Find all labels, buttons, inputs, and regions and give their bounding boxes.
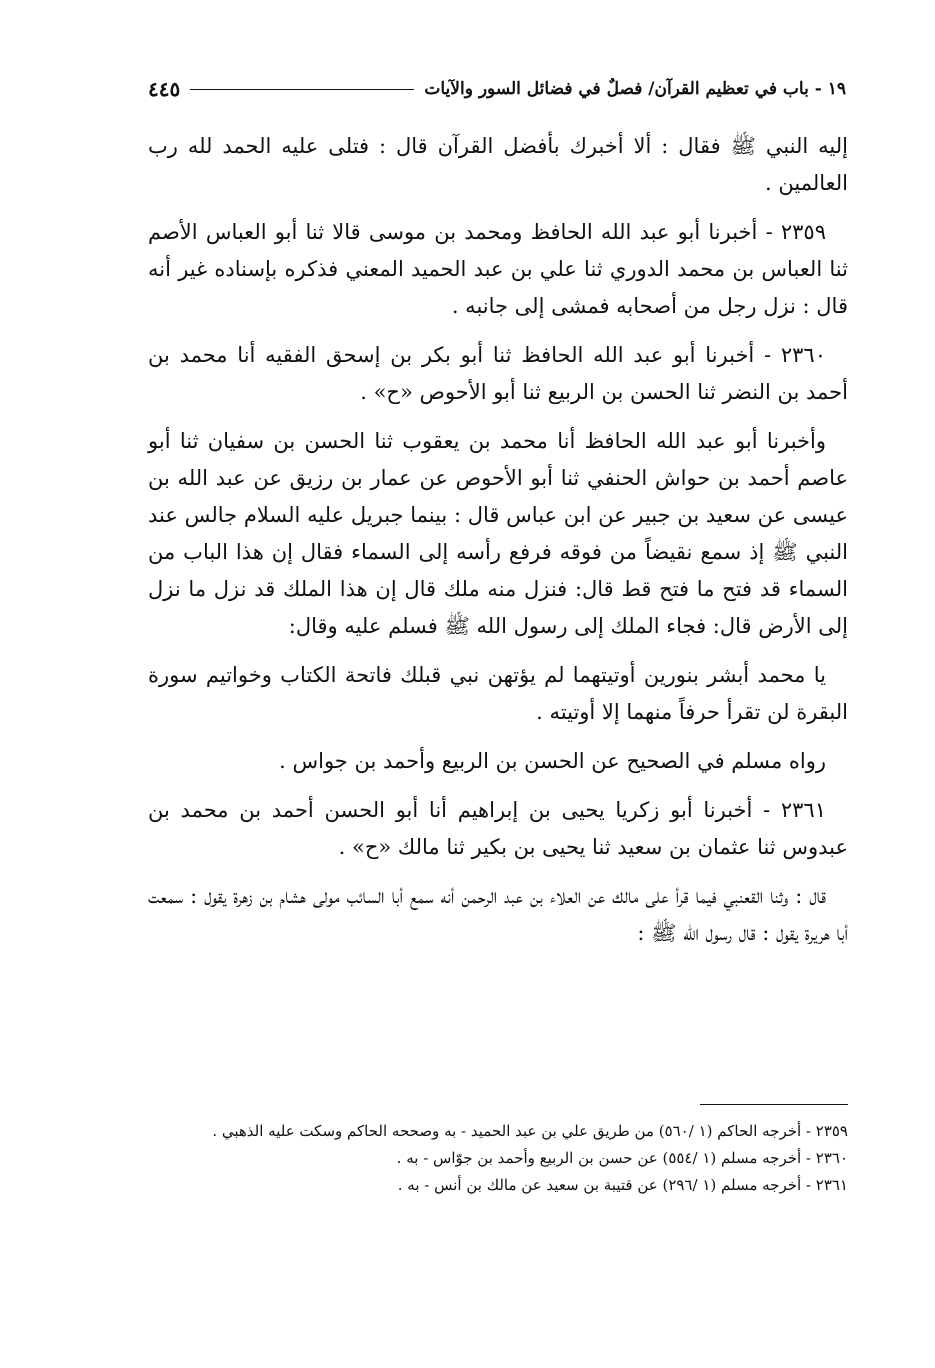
footnote-2360: ٢٣٦٠ - أخرجه مسلم (١ /٥٥٤) عن حسن بن الربيع وأحمد بن جوّاس - به .	[396, 1149, 848, 1167]
main-text	[148, 128, 848, 964]
running-title: ١٩ - باب في تعظيم القرآن/ فصلٌ في فضائل السور والآيات	[424, 79, 846, 99]
footnotes	[150, 1118, 848, 1199]
hadith-2360: ٢٣٦٠ - أخبرنا أبو عبد الله الحافظ ثنا أبو بكر بن إسحق الفقيه أنا محمد بن أحمد بن النضر ثنا الحسن بن الربيع ثنا أبو الأحوص «ح» .	[148, 343, 848, 404]
quoted-text: يا محمد أبشر بنورين أوتيتهما لم يؤتهن نبي قبلك فاتحة الكتاب وخواتيم سورة البقرة لن تقرأ حرفاً منهما إلا أوتيته .	[148, 663, 848, 724]
footnote-2361: ٢٣٦١ - أخرجه مسلم (١ /٢٩٦) عن قتيبة بن سعيد عن مالك بن أنس - به .	[397, 1176, 848, 1194]
running-header	[148, 72, 846, 106]
paragraph: قال : وثنا القعنبي فيما قرأ على مالك عن العلاء بن عبد الرحمن أنه سمع أبا السائب مولى هشام بن زهرة يقول : سمعت أبا هريرة يقول : قال رسول الله ﷺ :	[148, 884, 848, 945]
page-number: ٤٤٥	[148, 77, 181, 101]
paragraph: إليه النبي ﷺ فقال : ألا أخبرك بأفضل القرآن قال : فتلى عليه الحمد لله رب العالمين .	[148, 134, 848, 195]
header-rule	[190, 89, 414, 90]
paragraph: وأخبرنا أبو عبد الله الحافظ أنا محمد بن يعقوب ثنا الحسن بن سفيان ثنا أبو عاصم أحمد بن حواش الحنفي ثنا أبو الأحوص عن عمار بن رزيق عن عبد الله بن عيسى عن سعيد بن جبير عن ابن عباس قال : بينما جبريل عليه السلام جالس عند النبي ﷺ إذ سمع نقيضاً من فوقه فرفع رأسه إلى السماء فقال إن هذا الباب من السماء قد فتح ما فتح قط قال: فنزل منه ملك قال إن هذا الملك قد نزل ما نزل إلى الأرض قال: فجاء الملك إلى رسول الله ﷺ فسلم عليه وقال:	[148, 429, 848, 638]
hadith-2359: ٢٣٥٩ - أخبرنا أبو عبد الله الحافظ ومحمد بن موسى قالا ثنا أبو العباس الأصم ثنا العباس بن محمد الدوري ثنا علي بن عبد الحميد المعني فذكره بإسناده غير أنه قال : نزل رجل من أصحابه فمشى إلى جانبه .	[148, 220, 848, 318]
hadith-2361: ٢٣٦١ - أخبرنا أبو زكريا يحيى بن إبراهيم أنا أبو الحسن أحمد بن محمد بن عبدوس ثنا عثمان بن سعيد ثنا يحيى بن بكير ثنا مالك «ح» .	[148, 798, 848, 859]
paragraph: رواه مسلم في الصحيح عن الحسن بن الربيع وأحمد بن جواس .	[279, 749, 826, 773]
footnote-2359: ٢٣٥٩ - أخرجه الحاكم (١ /٥٦٠) من طريق علي بن عبد الحميد - به وصححه الحاكم وسكت عليه الذهبي .	[212, 1122, 848, 1140]
footnote-separator	[700, 1104, 848, 1105]
